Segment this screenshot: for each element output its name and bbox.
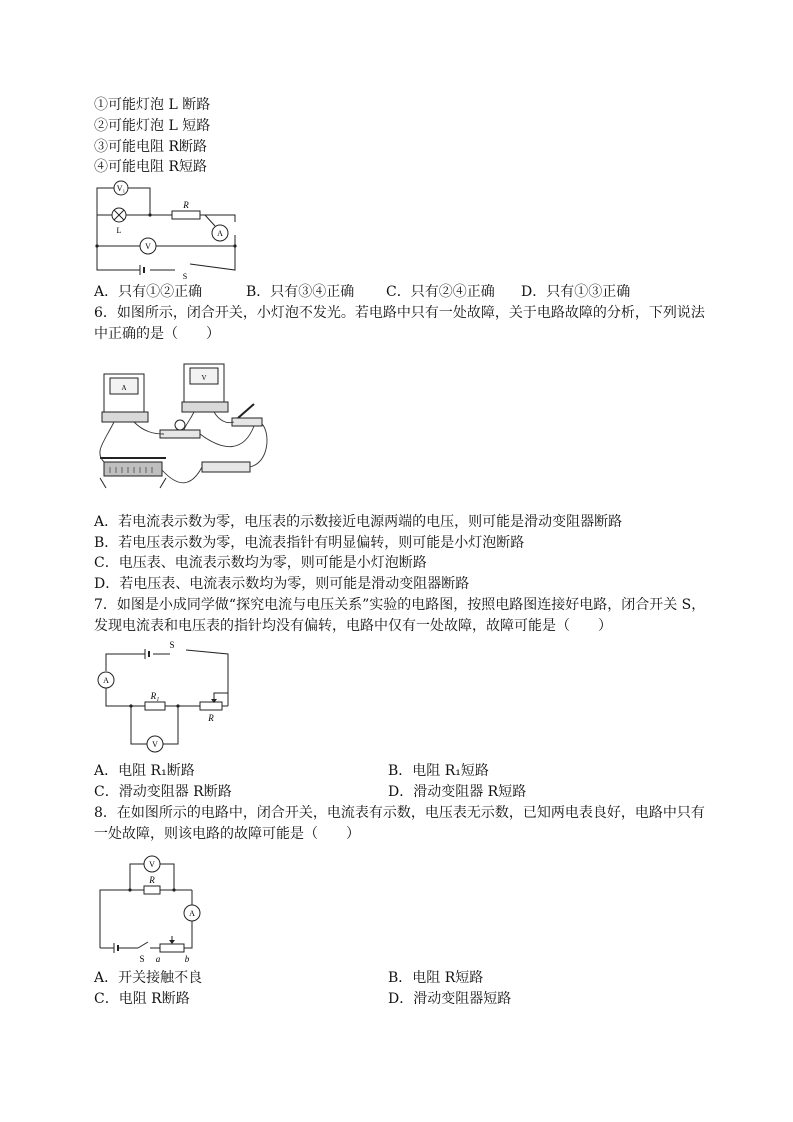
q8-ammeter-label: A — [189, 909, 195, 918]
voltmeter-label: V — [145, 242, 151, 251]
q8-option-d: D．滑动变阻器短路 — [388, 991, 512, 1007]
q8-stem-line1: 8．在如图所示的电路中，闭合开关，电流表有示数，电压表无示数，已知两电表良好，电路中只有 — [94, 805, 705, 821]
q8-end-a-label: a — [155, 954, 161, 964]
q7-rheostat-label: R — [208, 713, 214, 723]
q8-circuit-diagram — [92, 850, 222, 965]
q5-statement-3: ③可能电阻 R断路 — [94, 139, 207, 155]
q5-option-c: C．只有②④正确 — [386, 284, 495, 300]
q5-circuit-diagram — [90, 180, 240, 280]
q6-voltmeter-label: V — [201, 374, 207, 382]
q6-option-b: B．若电压表示数为零，电流表指针有明显偏转，则可能是小灯泡断路 — [94, 535, 525, 551]
q8-option-c: C．电阻 R断路 — [94, 991, 190, 1007]
q6-stem-line1: 6．如图所示，闭合开关，小灯泡不发光。若电路中只有一处故障，关于电路故障的分析，下列说法 — [94, 305, 705, 321]
q8-end-b-label: b — [184, 954, 190, 964]
q5-statement-2: ②可能灯泡 L 短路 — [94, 118, 211, 134]
lamp-label: L — [116, 226, 122, 235]
q5-option-d: D．只有①③正确 — [521, 284, 631, 300]
q7-stem-line2: 发现电流表和电压表的指针均没有偏转，电路中仅有一处故障，故障可能是（ ） — [94, 618, 612, 634]
resistor-label: R — [183, 200, 189, 210]
q7-option-d: D．滑动变阻器 R短路 — [388, 784, 527, 800]
q5-statement-1: ①可能灯泡 L 断路 — [94, 97, 211, 113]
q6-ammeter-label: A — [121, 384, 127, 392]
q7-r1-label: R₁ — [150, 691, 160, 701]
q5-option-a: A．只有①②正确 — [94, 284, 203, 300]
q6-apparatus-illustration — [94, 352, 274, 502]
q8-resistor-label: R — [149, 875, 155, 885]
q7-option-c: C．滑动变阻器 R断路 — [94, 784, 232, 800]
q7-option-b: B．电阻 R₁短路 — [388, 763, 489, 779]
q6-option-d: D．若电压表、电流表示数均为零，则可能是滑动变阻器断路 — [94, 576, 470, 592]
q6-option-a: A．若电流表示数为零，电压表的示数接近电源两端的电压，则可能是滑动变阻器断路 — [94, 514, 623, 530]
q7-ammeter-label: A — [103, 676, 109, 685]
q8-option-b: B．电阻 R短路 — [388, 970, 484, 986]
q5-statement-4: ④可能电阻 R短路 — [94, 159, 207, 175]
q7-switch-label: S — [169, 640, 175, 650]
q7-voltmeter-label: V — [152, 740, 158, 749]
q8-option-a: A．开关接触不良 — [94, 970, 203, 986]
v1-label: V₁ — [116, 184, 126, 193]
q8-voltmeter-label: V — [149, 860, 155, 869]
q8-stem-line2: 一处故障，则该电路的故障可能是（ ） — [94, 826, 360, 842]
switch-label: S — [182, 272, 188, 280]
q8-switch-label: S — [139, 954, 145, 964]
q5-option-b: B．只有③④正确 — [246, 284, 355, 300]
q6-stem-line2: 中正确的是（ ） — [94, 326, 220, 342]
ammeter-label: A — [217, 229, 223, 238]
q7-option-a: A．电阻 R₁断路 — [94, 763, 195, 779]
q6-option-c: C．电压表、电流表示数均为零，则可能是小灯泡断路 — [94, 555, 427, 571]
q7-stem-line1: 7．如图是小成同学做“探究电流与电压关系”实验的电路图，按照电路图连接好电路，闭合开关 S， — [94, 597, 706, 613]
q7-circuit-diagram — [90, 638, 240, 758]
